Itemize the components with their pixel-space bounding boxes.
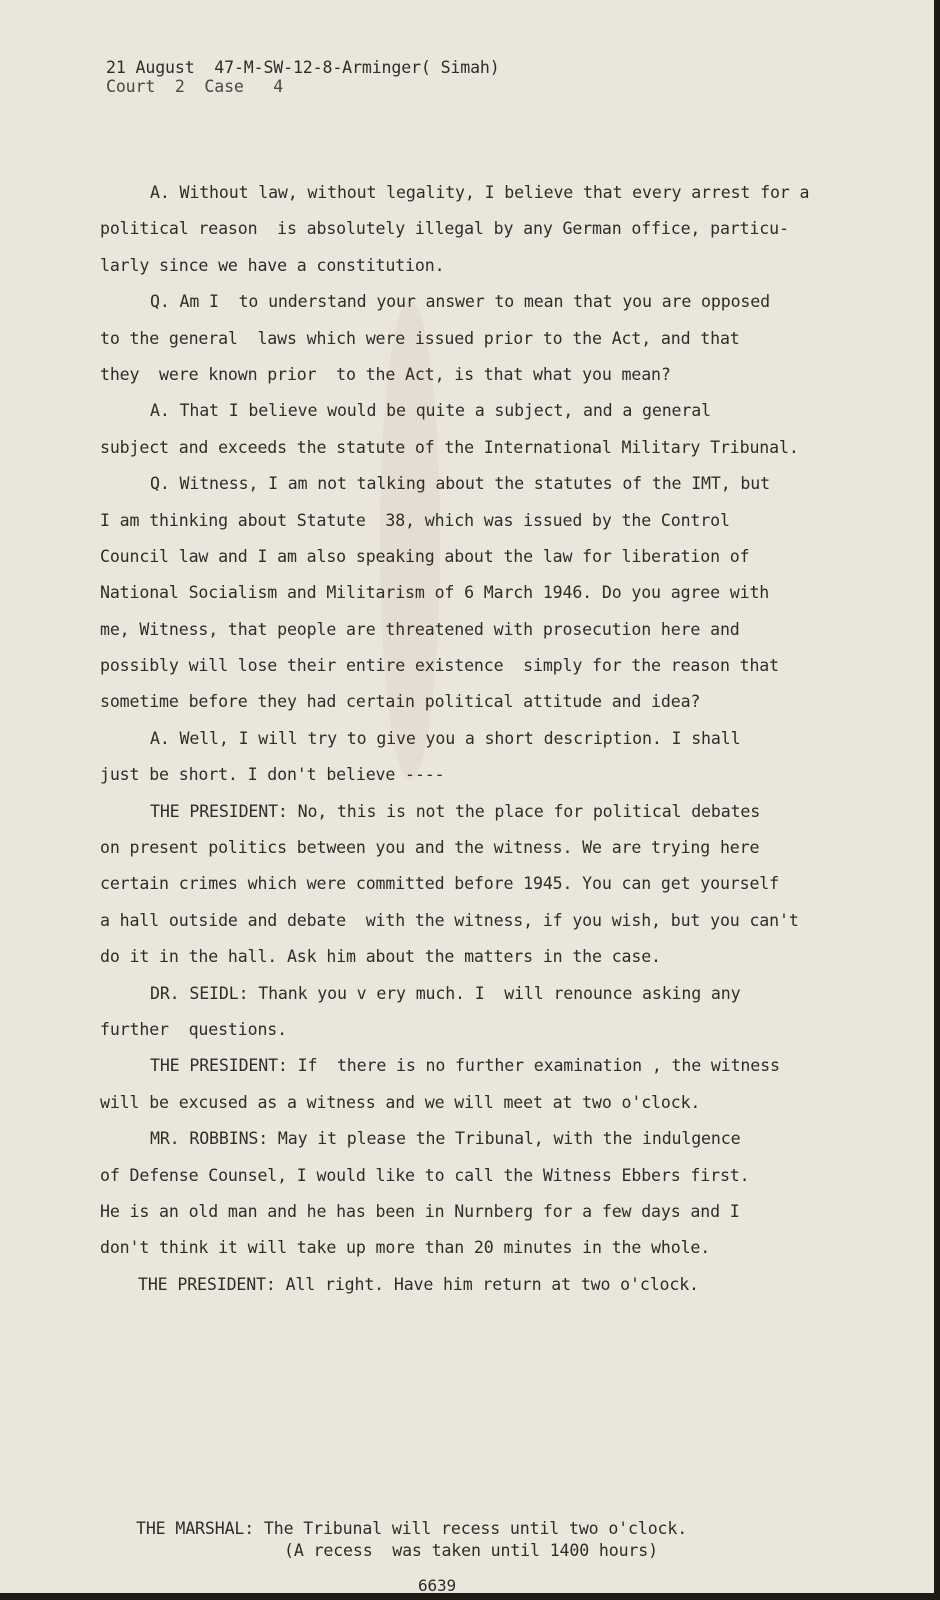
paragraph-5 (100, 721, 860, 794)
text-line: of Defense Counsel, I would like to call the Witness Ebbers first. (100, 1165, 750, 1185)
text-line: Q. Am I to understand your answer to mean that you are opposed (150, 292, 770, 312)
document-header (106, 58, 500, 96)
scan-edge-right (934, 0, 940, 1600)
paragraph-6 (100, 794, 860, 976)
header-court-case: Court 2 Case 4 (106, 77, 284, 96)
text-line: a hall outside and debate with the witness, if you wish, but you can't (100, 910, 799, 930)
text-line: political reason is absolutely illegal by any German office, particu- (100, 219, 789, 239)
paragraph-1 (100, 175, 860, 284)
paragraph-2 (100, 284, 860, 393)
text-line: THE PRESIDENT: If there is no further examination , the witness (150, 1056, 780, 1076)
scan-edge-bottom (0, 1593, 940, 1600)
paragraph-4 (100, 466, 860, 721)
text-line: Q. Witness, I am not talking about the statutes of the IMT, but (150, 474, 770, 494)
text-line: further questions. (100, 1019, 287, 1039)
text-line: certain crimes which were committed before 1945. You can get yourself (100, 874, 779, 894)
text-line: don't think it will take up more than 20 minutes in the whole. (100, 1238, 711, 1258)
recess-note: (A recess was taken until 1400 hours) (284, 1541, 658, 1560)
text-line: National Socialism and Militarism of 6 March 1946. Do you agree with (100, 583, 770, 603)
paragraph-9 (100, 1121, 860, 1267)
page-number: 6639 (418, 1576, 456, 1593)
text-line: Council law and I am also speaking about the law for liberation of (100, 546, 750, 566)
text-line: subject and exceeds the statute of the International Military Tribunal. (100, 437, 799, 457)
text-line: He is an old man and he has been in Nurnberg for a few days and I (100, 1201, 740, 1221)
text-line: to the general laws which were issued prior to the Act, and that (100, 328, 740, 348)
paragraph-8 (100, 1048, 860, 1121)
marshal-statement: THE MARSHAL: The Tribunal will recess until two o'clock. (136, 1519, 688, 1538)
text-line: me, Witness, that people are threatened with prosecution here and (100, 619, 740, 639)
text-line: will be excused as a witness and we will meet at two o'clock. (100, 1092, 701, 1112)
text-line: A. Well, I will try to give you a short description. I shall (150, 728, 741, 748)
paragraph-7 (100, 976, 860, 1049)
transcript-body (100, 175, 860, 1303)
paragraph-10 (100, 1267, 860, 1303)
text-line: I am thinking about Statute 38, which was issued by the Control (100, 510, 730, 530)
text-line: on present politics between you and the witness. We are trying here (100, 838, 760, 858)
text-line: sometime before they had certain political attitude and idea? (100, 692, 701, 712)
header-date-reference: 21 August 47-M-SW-12-8-Arminger( Simah) (106, 58, 500, 77)
text-line: possibly will lose their entire existence simply for the reason that (100, 656, 779, 676)
text-line: do it in the hall. Ask him about the matters in the case. (100, 947, 661, 967)
paragraph-3 (100, 393, 860, 466)
text-line: THE PRESIDENT: All right. Have him return at two o'clock. (138, 1274, 699, 1294)
text-line: DR. SEIDL: Thank you v ery much. I will renounce asking any (150, 983, 741, 1003)
text-line: A. That I believe would be quite a subject, and a general (150, 401, 711, 421)
text-line: they were known prior to the Act, is that what you mean? (100, 364, 671, 384)
text-line: A. Without law, without legality, I believe that every arrest for a (150, 183, 810, 202)
text-line: MR. ROBBINS: May it please the Tribunal, with the indulgence (150, 1129, 741, 1149)
text-line: larly since we have a constitution. (100, 255, 445, 275)
text-line: just be short. I don't believe ---- (100, 765, 445, 785)
text-line: THE PRESIDENT: No, this is not the place for political debates (150, 801, 761, 821)
